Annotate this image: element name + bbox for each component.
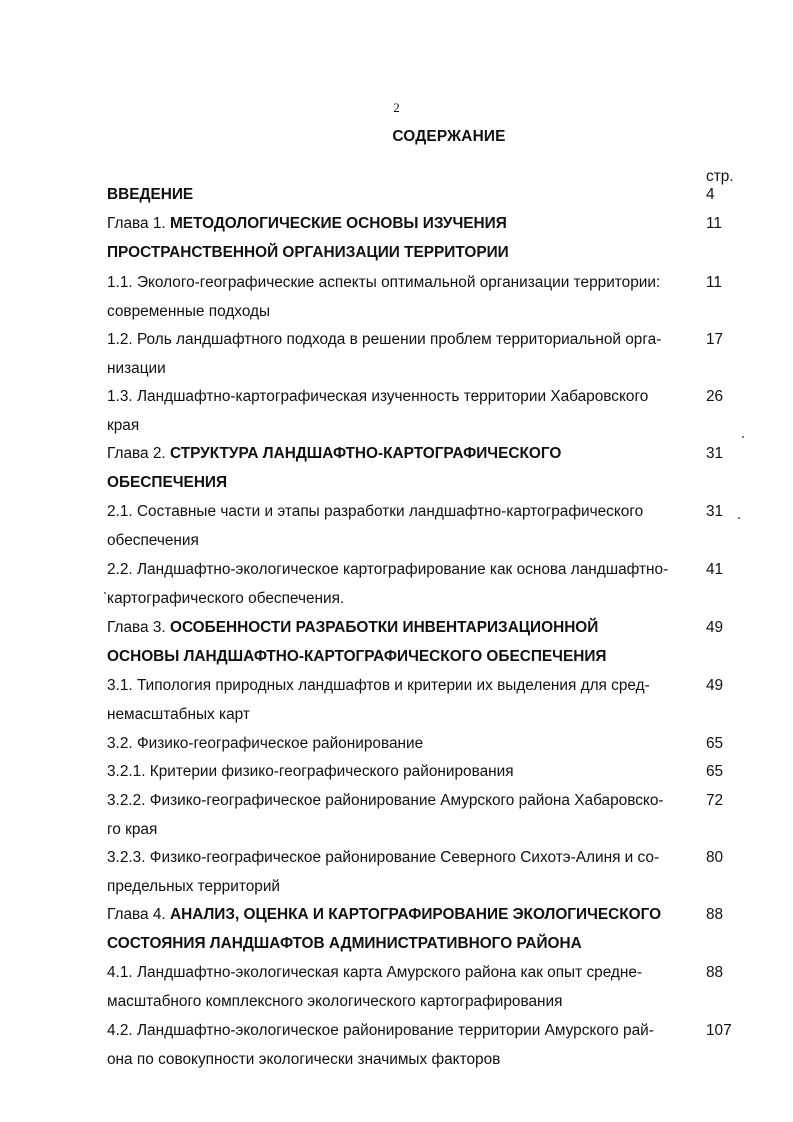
entry-page: 65 — [706, 763, 724, 780]
entry-line-2: ОСНОВЫ ЛАНДШАФТНО-КАРТОГРАФИЧЕСКОГО ОБЕСПЕЧЕНИЯ — [107, 648, 607, 665]
chapter-title: МЕТОДОЛОГИЧЕСКИЕ ОСНОВЫ ИЗУЧЕНИЯ — [169, 215, 507, 232]
entry-page: 31 — [706, 503, 724, 520]
chapter-prefix: Глава 3. — [107, 619, 170, 636]
entry-line-1 — [107, 445, 692, 463]
entry-line-2: немасштабных карт — [107, 706, 250, 723]
entry-line-2: масштабного комплексного экологического картографирования — [107, 993, 563, 1010]
entry-page: 49 — [706, 677, 724, 694]
entry-line-2: она по совокупности экологически значимых факторов — [107, 1051, 501, 1068]
entry-line-1: 1.1. Эколого-географические аспекты оптимальной организации территории: — [107, 274, 661, 291]
entry-line-1: 1.3. Ландшафтно-картографическая изученность территории Хабаровского — [107, 388, 649, 405]
entry-line-1: 3.2.3. Физико-географическое районирование Северного Сихотэ-Алиня и со- — [107, 849, 660, 866]
chapter-prefix: Глава 2. — [107, 445, 170, 462]
toc-title: СОДЕРЖАНИЕ — [392, 128, 506, 145]
entry-page: 88 — [706, 964, 724, 981]
scan-speck — [742, 436, 744, 438]
chapter-title: ОСОБЕННОСТИ РАЗРАБОТКИ ИНВЕНТАРИЗАЦИОННОЙ — [169, 619, 599, 636]
toc-title-wrap — [0, 128, 793, 146]
page-column-label: стр. — [706, 168, 734, 185]
entry-page: 65 — [706, 735, 724, 752]
entry-line-1: 3.2. Физико-географическое районирование — [107, 735, 424, 752]
entry-line-2: обеспечения — [107, 532, 199, 549]
entry-line-1: 1.2. Роль ландшафтного подхода в решении проблем территориальной орга- — [107, 331, 662, 348]
entry-page: 49 — [706, 619, 724, 636]
entry-page: 88 — [706, 906, 724, 923]
entry-page: 107 — [706, 1022, 732, 1039]
entry-line-2: ОБЕСПЕЧЕНИЯ — [107, 474, 228, 491]
chapter-prefix: Глава 4. — [107, 906, 170, 923]
entry-page: 4 — [706, 186, 715, 203]
entry-line-1: 2.2. Ландшафтно-экологическое картографирование как основа ландшафтно- — [107, 561, 669, 578]
chapter-title: СТРУКТУРА ЛАНДШАФТНО-КАРТОГРАФИЧЕСКОГО — [169, 445, 562, 462]
entry-page: 41 — [706, 561, 724, 578]
entry-line-1: 2.1. Составные части и этапы разработки ландшафтно-картографического — [107, 503, 644, 520]
scan-speck — [738, 517, 740, 519]
entry-line-2: ПРОСТРАНСТВЕННОЙ ОРГАНИЗАЦИИ ТЕРРИТОРИИ — [107, 244, 509, 261]
entry-line-2: го края — [107, 821, 158, 838]
entry-line-1 — [107, 215, 692, 233]
entry-page: 11 — [706, 215, 722, 232]
entry-page: 17 — [706, 331, 724, 348]
entry-line-1 — [107, 619, 692, 637]
entry-title: ВВЕДЕНИЕ — [107, 186, 194, 203]
chapter-prefix: Глава 1. — [107, 215, 170, 232]
entry-line-1: 4.2. Ландшафтно-экологическое районирование территории Амурского рай- — [107, 1022, 654, 1039]
entry-page: 31 — [706, 445, 724, 462]
entry-line-2: СОСТОЯНИЯ ЛАНДШАФТОВ АДМИНИСТРАТИВНОГО РАЙОНА — [107, 935, 582, 952]
entry-line-2: картографического обеспечения. — [107, 590, 345, 607]
entry-page: 11 — [706, 274, 722, 291]
entry-page: 72 — [706, 792, 724, 809]
entry-line-2: современные подходы — [107, 303, 271, 320]
chapter-title: АНАЛИЗ, ОЦЕНКА И КАРТОГРАФИРОВАНИЕ ЭКОЛОГИЧЕСКОГО — [169, 906, 662, 923]
entry-line-1: 4.1. Ландшафтно-экологическая карта Амурского района как опыт средне- — [107, 964, 643, 981]
entry-page: 80 — [706, 849, 724, 866]
page-number: 2 — [393, 100, 400, 115]
entry-line-2: края — [107, 417, 140, 434]
scan-speck — [104, 592, 106, 594]
entry-line-2: предельных территорий — [107, 878, 281, 895]
entry-line-1: 3.2.2. Физико-географическое районирование Амурского района Хабаровско- — [107, 792, 664, 809]
entry-line-1: 3.2.1. Критерии физико-географического районирования — [107, 763, 514, 780]
entry-line-1 — [107, 906, 692, 924]
entry-page: 26 — [706, 388, 724, 405]
entry-line-1: 3.1. Типология природных ландшафтов и критерии их выделения для сред- — [107, 677, 650, 694]
entry-line-2: низации — [107, 360, 166, 377]
